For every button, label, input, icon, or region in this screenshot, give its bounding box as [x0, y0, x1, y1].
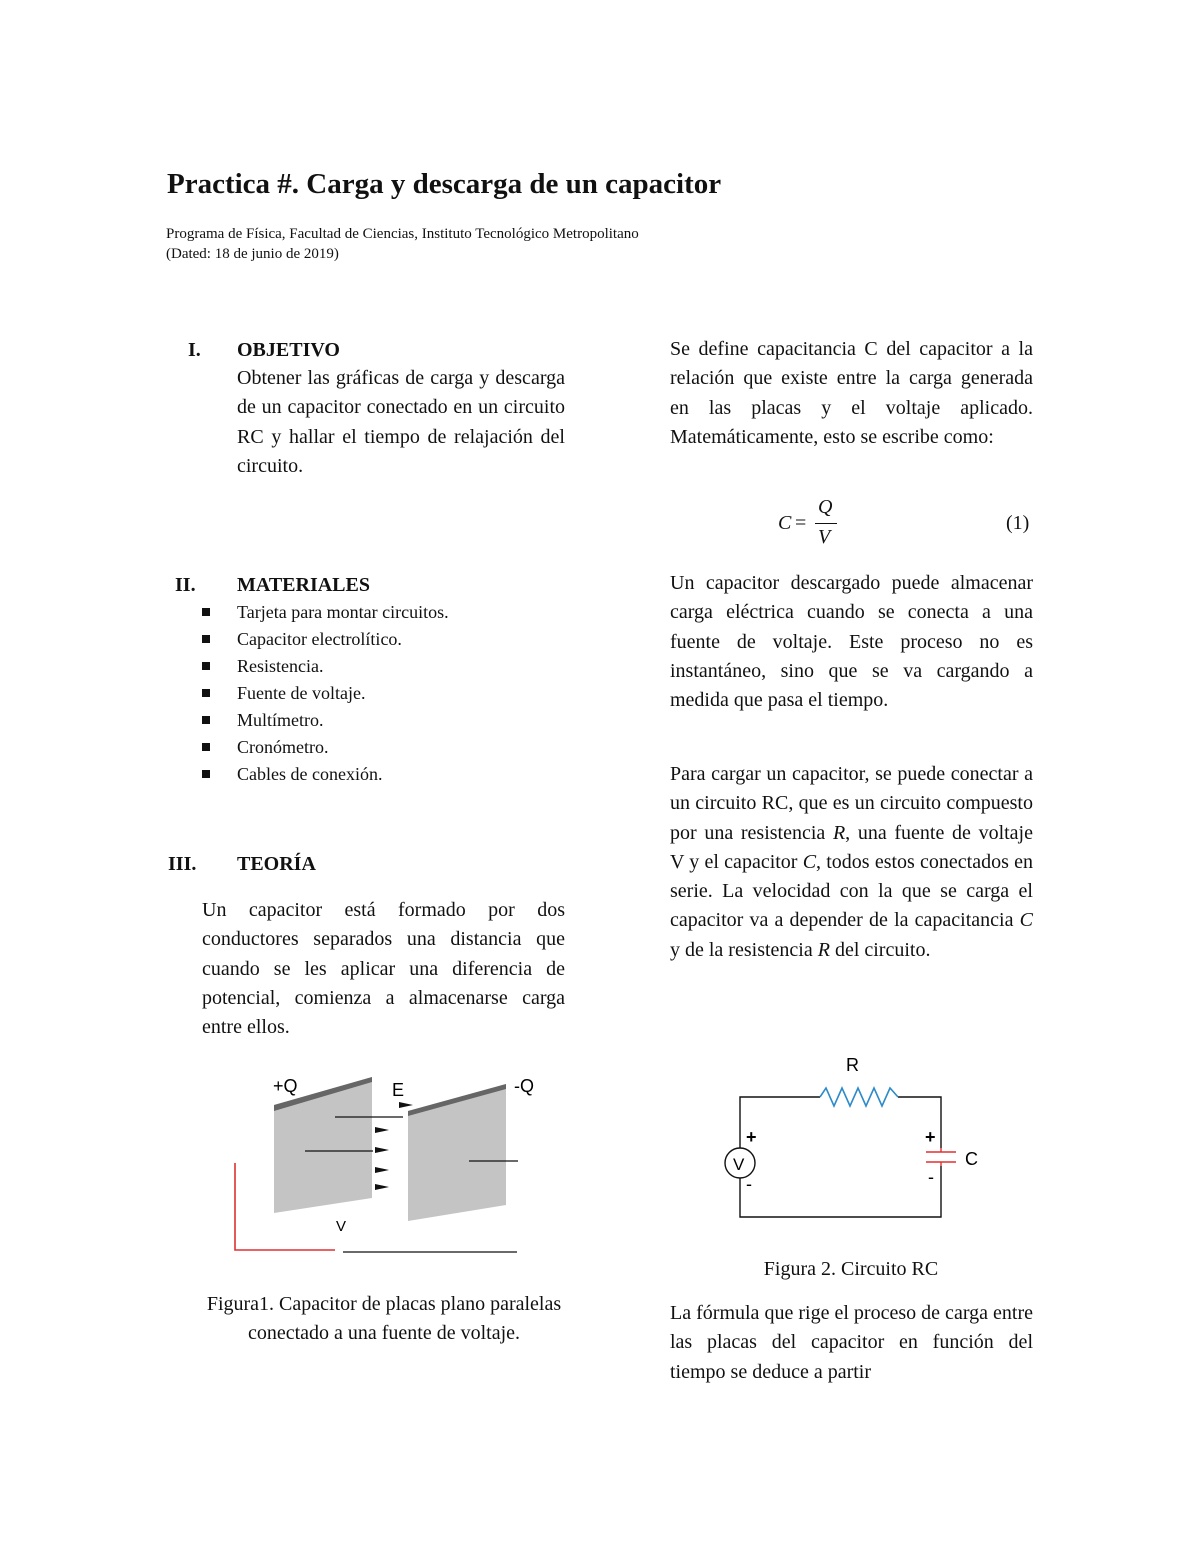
list-item: Multímetro.	[202, 707, 449, 734]
rc-circuit-paragraph: Para cargar un capacitor, se puede conectar a un circuito RC, que es un circuito compuesto por una resistencia R, una fuente de voltaje V y el capacitor C, todos estos conectados en serie. La velocidad con la que se carga el capacitor va a depender de la capacitancia C y de la resistencia R del circuito.	[670, 763, 1033, 961]
left-plate	[274, 1077, 372, 1213]
source-label-v: V	[733, 1155, 745, 1174]
figure2-caption: Figura 2. Circuito RC	[763, 1258, 939, 1280]
capacitor-plus: +	[925, 1127, 936, 1147]
list-item: Resistencia.	[202, 653, 449, 680]
list-item: Capacitor electrolítico.	[202, 626, 449, 653]
field-arrow	[399, 1102, 413, 1108]
field-arrow	[375, 1127, 389, 1133]
list-item: Fuente de voltaje.	[202, 680, 449, 707]
label-r: R	[846, 1055, 859, 1075]
figure2-rc-circuit	[720, 1048, 990, 1228]
section-number-objetivo: I.	[188, 339, 201, 361]
bullet-icon	[202, 743, 210, 751]
equation-1	[778, 496, 848, 554]
label-minus-q: -Q	[514, 1076, 534, 1096]
field-arrow	[375, 1167, 389, 1173]
figure1-caption: Figura1. Capacitor de placas plano paralelas conectado a una fuente de voltaje.	[206, 1293, 562, 1345]
source-plus: +	[746, 1127, 757, 1147]
affiliation: Programa de Física, Facultad de Ciencias, Instituto Tecnológico Metropolitano	[166, 226, 639, 242]
formula-paragraph: La fórmula que rige el proceso de carga entre las placas del capacitor en función del tiempo se deduce a partir	[670, 1302, 1033, 1383]
bullet-icon	[202, 689, 210, 697]
section-number-teoria: III.	[168, 853, 197, 875]
bullet-icon	[202, 716, 210, 724]
resistor-icon	[820, 1088, 898, 1106]
section-title-teoria: TEORÍA	[237, 853, 316, 875]
section-number-materiales: II.	[175, 574, 196, 596]
affiliation-block	[166, 224, 639, 264]
teoria-text: Un capacitor está formado por dos conductores separados una distancia que cuando se les aplicar una diferencia de potencial, comienza a almacenarse carga entre ellos.	[202, 899, 565, 1039]
materials-list	[202, 599, 449, 788]
bullet-icon	[202, 635, 210, 643]
list-item: Cables de conexión.	[202, 761, 449, 788]
field-arrow	[375, 1184, 389, 1190]
section-title-objetivo: OBJETIVO	[237, 339, 340, 361]
bullet-icon	[202, 662, 210, 670]
page-title: Practica #. Carga y descarga de un capacitor	[167, 168, 722, 200]
definition-paragraph: Se define capacitancia C del capacitor a la relación que existe entre la carga generada en las placas y el voltaje aplicado. Matemáticamente, esto se escribe como:	[670, 338, 1033, 448]
eq-fraction-bar	[815, 523, 837, 524]
eq-denominator: V	[818, 526, 831, 548]
label-e: E	[392, 1080, 405, 1100]
source-minus: -	[746, 1174, 752, 1194]
wire-bottom	[740, 1166, 941, 1217]
bullet-icon	[202, 770, 210, 778]
list-item: Tarjeta para montar circuitos.	[202, 599, 449, 626]
charging-paragraph: Un capacitor descargado puede almacenar carga eléctrica cuando se conecta a una fuente de voltaje. Este proceso no es instantáneo, sino que se va cargando a medida que pasa el tiempo.	[670, 572, 1033, 712]
eq-equals: =	[795, 512, 807, 534]
section-title-materiales: MATERIALES	[237, 574, 370, 596]
label-c: C	[965, 1149, 978, 1169]
label-plus-q: +Q	[273, 1076, 298, 1096]
capacitor-minus: -	[928, 1167, 934, 1187]
label-v: V	[336, 1218, 347, 1235]
eq-numerator: Q	[818, 496, 833, 518]
right-plate	[408, 1084, 506, 1221]
figure1-capacitor-diagram	[225, 1068, 535, 1258]
objetivo-text: Obtener las gráficas de carga y descarga de un capacitor conectado en un circuito RC y hallar el tiempo de relajación del circuito.	[237, 367, 565, 477]
field-arrow	[375, 1147, 389, 1153]
dated: (Dated: 18 de junio de 2019)	[166, 246, 339, 262]
eq-lhs: C	[778, 512, 792, 534]
equation-number: (1)	[1006, 512, 1030, 534]
list-item: Cronómetro.	[202, 734, 449, 761]
bullet-icon	[202, 608, 210, 616]
